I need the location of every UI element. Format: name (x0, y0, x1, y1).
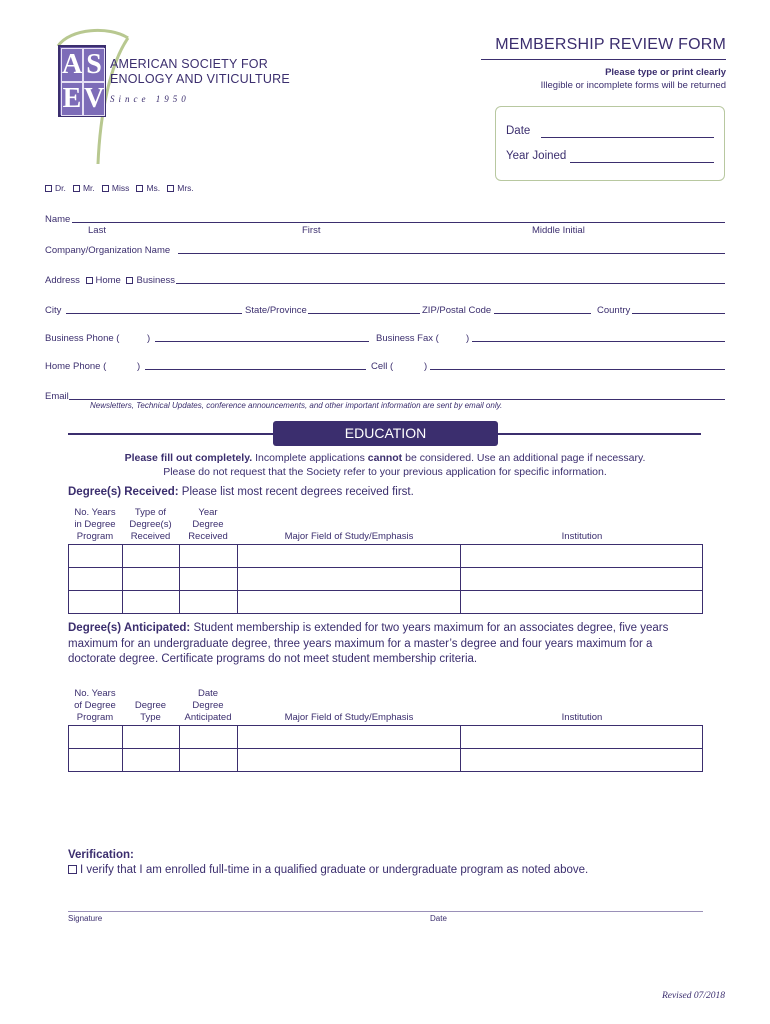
received-col-type: Type of Degree(s) Received (129, 507, 172, 542)
first-sublabel: First (302, 225, 321, 236)
table-cell[interactable] (237, 591, 461, 614)
received-col-year: Year Degree Received (188, 507, 228, 542)
cell-field[interactable] (430, 369, 725, 370)
anticipated-col-date: Date Degree Anticipated (184, 688, 232, 723)
cell-label: Cell ( (371, 361, 394, 372)
table-cell[interactable] (461, 726, 703, 749)
company-field[interactable] (178, 253, 725, 254)
address-home-option[interactable]: Home (95, 275, 121, 286)
name-field[interactable] (72, 222, 725, 223)
address-business-option[interactable]: Business (136, 275, 176, 286)
city-label: City (45, 305, 62, 316)
anticipated-col-type: Degree Type (134, 700, 167, 723)
table-row (69, 749, 703, 772)
table-cell[interactable] (237, 749, 461, 772)
table-cell[interactable] (179, 568, 237, 591)
org-name-line2: ENOLOGY AND VITICULTURE (110, 72, 290, 86)
education-rule-right (498, 433, 701, 435)
instruction-illegible: Illegible or incomplete forms will be returned (540, 80, 726, 91)
table-cell[interactable] (179, 591, 237, 614)
date-label: Date (506, 125, 531, 137)
received-col-major: Major Field of Study/Emphasis (284, 531, 414, 542)
table-cell[interactable] (122, 545, 179, 568)
salutation-dr[interactable]: Dr. (45, 183, 66, 193)
salutation-ms[interactable]: Ms. (136, 183, 160, 193)
revised-date: Revised 07/2018 (661, 991, 725, 1001)
checkbox-icon[interactable] (136, 185, 143, 192)
form-title: MEMBERSHIP REVIEW FORM (495, 36, 726, 53)
home-phone-paren: ) (137, 361, 141, 372)
business-fax-label: Business Fax ( (376, 333, 439, 344)
business-fax-paren: ) (466, 333, 470, 344)
state-field[interactable] (308, 313, 420, 314)
anticipated-col-years: No. Years of Degree Program (74, 688, 116, 723)
table-cell[interactable] (69, 568, 123, 591)
table-cell[interactable] (237, 726, 461, 749)
checkbox-icon[interactable] (126, 277, 133, 284)
title-rule (481, 59, 726, 60)
table-cell[interactable] (122, 749, 179, 772)
business-fax-field[interactable] (472, 341, 725, 342)
email-label: Email (45, 391, 69, 402)
table-cell[interactable] (69, 726, 123, 749)
signature-line[interactable] (68, 911, 703, 912)
verification-checkbox-icon[interactable] (68, 865, 77, 874)
signature-date-label: Date (430, 914, 447, 923)
verification-statement: I verify that I am enrolled full-time in a qualified graduate or undergraduate program as noted above. (68, 864, 588, 876)
logo-letter-a: A (62, 49, 83, 80)
table-cell[interactable] (69, 591, 123, 614)
company-label: Company/Organization Name (45, 245, 171, 256)
org-since: Since 1950 (110, 94, 190, 104)
table-cell[interactable] (461, 568, 703, 591)
business-phone-label: Business Phone ( (45, 333, 120, 344)
name-label: Name (45, 214, 71, 225)
anticipated-col-institution: Institution (561, 712, 603, 723)
year-joined-field[interactable] (570, 162, 714, 163)
date-field[interactable] (541, 137, 714, 138)
table-cell[interactable] (237, 545, 461, 568)
salutation-row (45, 183, 194, 193)
salutation-mr[interactable]: Mr. (73, 183, 95, 193)
checkbox-icon[interactable] (102, 185, 109, 192)
logo-letter-v: V (84, 83, 105, 114)
date-box (495, 106, 725, 181)
salutation-mrs[interactable]: Mrs. (167, 183, 194, 193)
country-label: Country (597, 305, 631, 316)
logo-mark (58, 45, 106, 117)
education-note-2: Please do not request that the Society refer to your previous application for specific information. (163, 466, 607, 478)
email-field[interactable] (69, 399, 725, 400)
logo-letter-s: S (83, 48, 105, 82)
salutation-miss[interactable]: Miss (102, 183, 129, 193)
instruction-type-print: Please type or print clearly (605, 67, 726, 78)
degrees-received-heading: Degree(s) Received: Please list most recent degrees received first. (68, 486, 414, 498)
middle-initial-sublabel: Middle Initial (532, 225, 585, 236)
table-cell[interactable] (122, 726, 179, 749)
table-cell[interactable] (122, 568, 179, 591)
city-field[interactable] (66, 313, 242, 314)
table-row (69, 545, 703, 568)
business-phone-field[interactable] (155, 341, 369, 342)
zip-field[interactable] (494, 313, 591, 314)
logo-letter-e: E (62, 83, 82, 114)
checkbox-icon[interactable] (86, 277, 93, 284)
verification-heading: Verification: (68, 849, 134, 861)
table-cell[interactable] (69, 545, 123, 568)
zip-label: ZIP/Postal Code (422, 305, 492, 316)
education-note-1: Please fill out completely. Incomplete applications cannot be considered. Use an additional page if necessary. (124, 452, 646, 464)
home-phone-label: Home Phone ( (45, 361, 107, 372)
table-cell[interactable] (461, 749, 703, 772)
degrees-received-table (68, 544, 703, 614)
degrees-anticipated-table (68, 725, 703, 772)
table-row (69, 726, 703, 749)
table-cell[interactable] (179, 726, 237, 749)
home-phone-field[interactable] (145, 369, 366, 370)
table-row (69, 591, 703, 614)
received-col-institution: Institution (561, 531, 603, 542)
table-cell[interactable] (237, 568, 461, 591)
table-cell[interactable] (461, 545, 703, 568)
received-col-years: No. Years in Degree Program (74, 507, 116, 542)
signature-label: Signature (68, 914, 103, 923)
education-rule-left (68, 433, 273, 435)
table-cell[interactable] (122, 591, 179, 614)
checkbox-icon[interactable] (45, 185, 52, 192)
address-field[interactable] (176, 283, 725, 284)
business-phone-paren: ) (147, 333, 151, 344)
anticipated-col-major: Major Field of Study/Emphasis (284, 712, 414, 723)
table-row (69, 568, 703, 591)
table-cell[interactable] (179, 545, 237, 568)
table-cell[interactable] (179, 749, 237, 772)
last-sublabel: Last (88, 225, 106, 236)
table-cell[interactable] (461, 591, 703, 614)
state-label: State/Province (245, 305, 307, 316)
checkbox-icon[interactable] (167, 185, 174, 192)
table-cell[interactable] (69, 749, 123, 772)
org-name-line1: AMERICAN SOCIETY FOR (110, 57, 268, 71)
year-joined-label: Year Joined (506, 150, 567, 162)
address-label: Address Home Business (45, 275, 176, 286)
degrees-anticipated-paragraph: Degree(s) Anticipated: Student membership is extended for two years maximum for an associates degree, five years maximum for an undergraduate degree, three years maximum for a master’s degree and four years maximum for a doctorate degree. Certificate programs do not meet student membership criteria. (68, 622, 669, 665)
cell-paren: ) (424, 361, 428, 372)
country-field[interactable] (632, 313, 725, 314)
email-note: Newsletters, Technical Updates, conference announcements, and other important information are sent by email only. (90, 401, 503, 410)
checkbox-icon[interactable] (73, 185, 80, 192)
education-heading: EDUCATION (273, 421, 498, 446)
